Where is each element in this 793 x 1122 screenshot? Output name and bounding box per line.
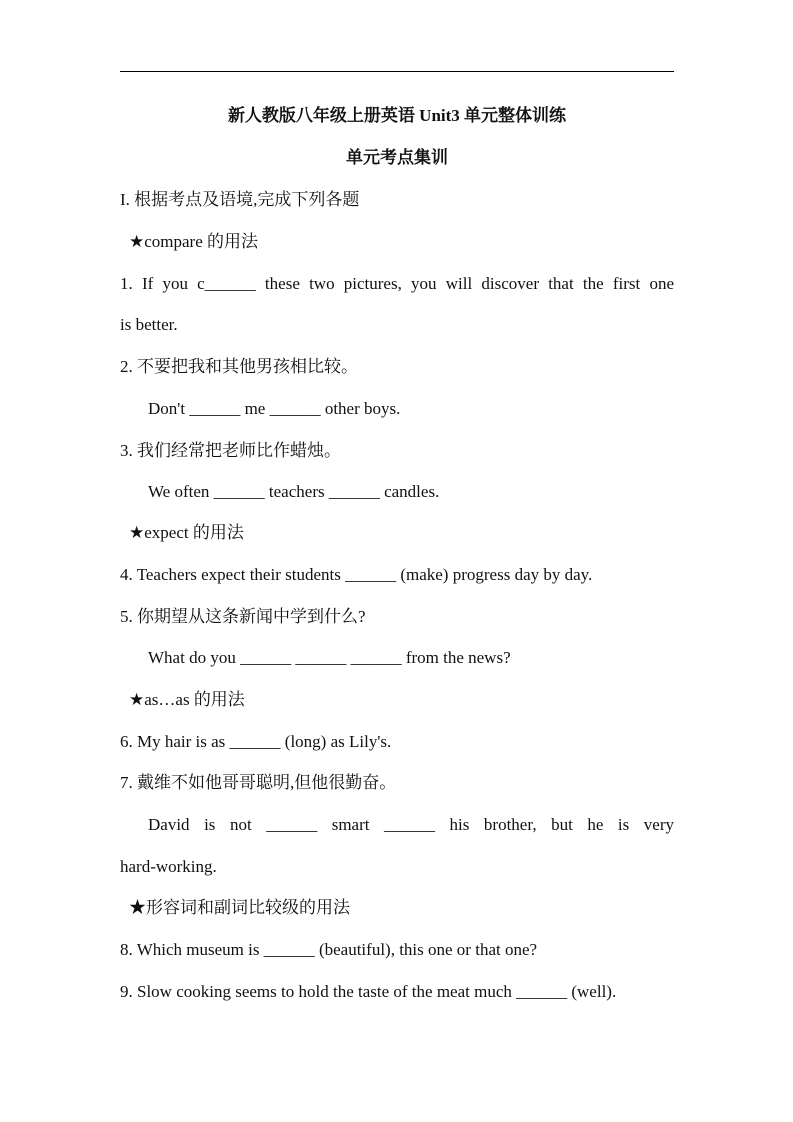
question-1-line-1: 1. If you c______ these two pictures, you will discover that the first one: [120, 274, 674, 293]
question-7-answer-line-1: David is not ______ smart ______ his brother, but he is very: [148, 815, 674, 834]
header-rule: [120, 71, 674, 72]
question-1-line-2: is better.: [120, 315, 178, 334]
question-6: 6. My hair is as ______ (long) as Lily's.: [120, 732, 392, 751]
question-3-answer: We often ______ teachers ______ candles.: [148, 482, 440, 501]
question-2-answer: Don't ______ me ______ other boys.: [148, 399, 401, 418]
question-3: 3. 我们经常把老师比作蜡烛。: [120, 441, 341, 460]
question-5-answer: What do you ______ ______ ______ from the news?: [148, 648, 511, 667]
section-instruction: I. 根据考点及语境,完成下列各题: [120, 190, 360, 209]
question-7: 7. 戴维不如他哥哥聪明,但他很勤奋。: [120, 773, 397, 792]
section-heading-expect: ★expect 的用法: [129, 523, 244, 542]
question-4: 4. Teachers expect their students ______ (make) progress day by day.: [120, 565, 593, 584]
question-2: 2. 不要把我和其他男孩相比较。: [120, 357, 358, 376]
section-heading-compare: ★compare 的用法: [129, 232, 259, 251]
question-8: 8. Which museum is ______ (beautiful), this one or that one?: [120, 940, 538, 959]
document-title: 新人教版八年级上册英语 Unit3 单元整体训练: [227, 106, 567, 125]
document-subtitle: 单元考点集训: [346, 148, 448, 167]
section-heading-as-as: ★as…as 的用法: [129, 690, 245, 709]
question-7-answer-line-2: hard-working.: [120, 857, 217, 876]
question-9: 9. Slow cooking seems to hold the taste of the meat much ______ (well).: [120, 982, 617, 1001]
section-heading-comparative: ★形容词和副词比较级的用法: [129, 898, 350, 917]
question-5: 5. 你期望从这条新闻中学到什么?: [120, 607, 366, 626]
